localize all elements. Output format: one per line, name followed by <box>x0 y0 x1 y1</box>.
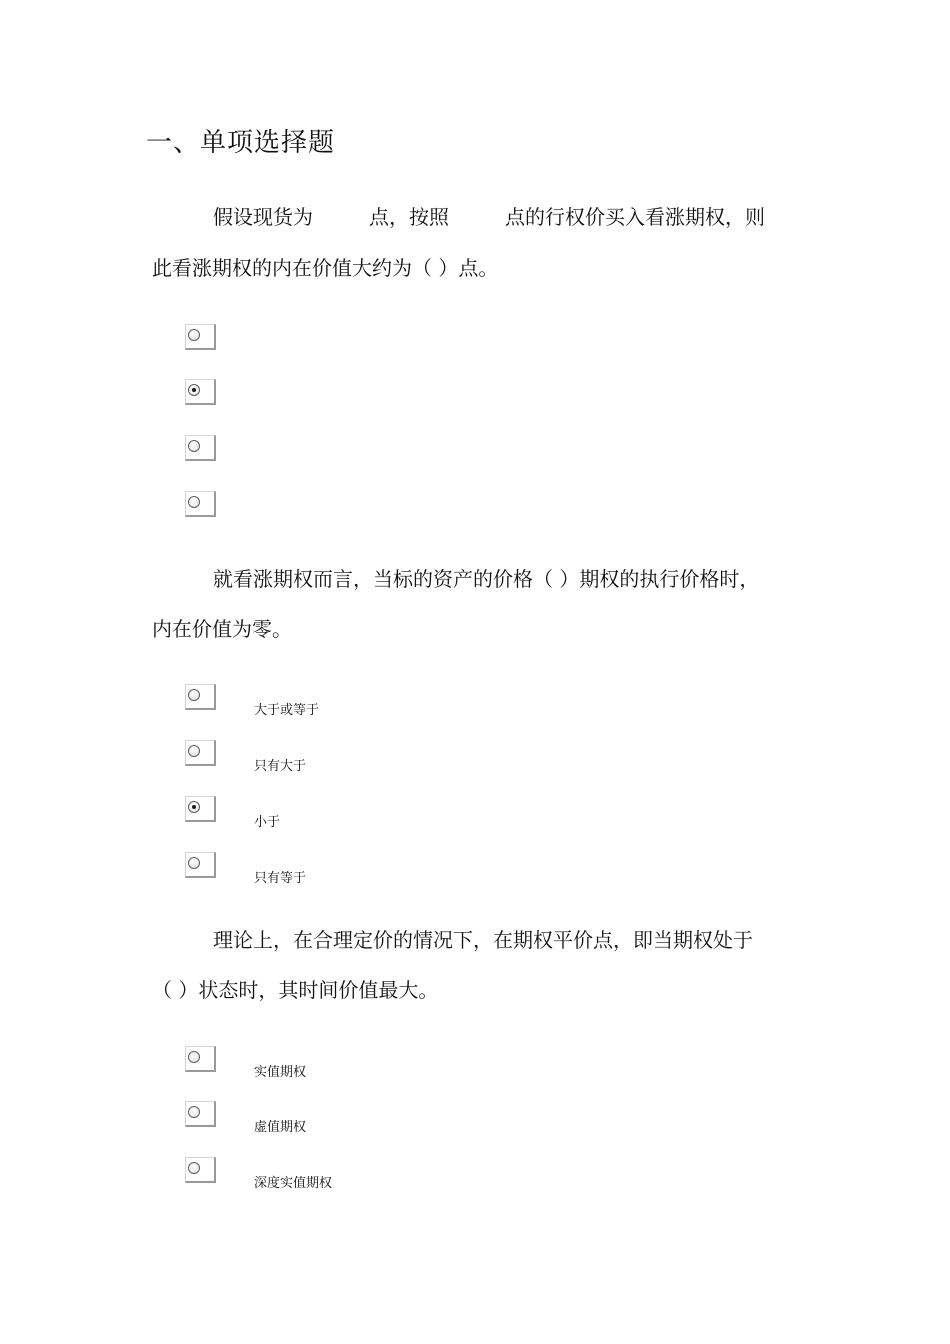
question-1-option-d[interactable] <box>185 491 216 517</box>
question-3-line-2: （ ）状态时，其时间价值最大。 <box>152 978 439 1002</box>
question-2-line-1: 就看涨期权而言，当标的资产的价格（ ）期权的执行价格时， <box>213 567 760 591</box>
question-3-option-a-label: 实值期权 <box>254 1065 307 1080</box>
question-1-line-2: 此看涨期权的内在价值大约为（ ）点。 <box>152 256 499 280</box>
question-3-option-b-label: 虚值期权 <box>254 1120 307 1135</box>
radio-icon[interactable] <box>188 329 200 341</box>
question-1-text-part-1: 假设现货为 <box>213 205 313 229</box>
radio-icon[interactable] <box>188 745 200 757</box>
question-3-line-1: 理论上，在合理定价的情况下，在期权平价点，即当期权处于 <box>213 928 753 952</box>
question-3-option-c[interactable] <box>185 1157 216 1183</box>
question-2-option-c-label: 小于 <box>254 815 281 830</box>
radio-icon[interactable] <box>188 1106 200 1118</box>
question-2-option-a-label: 大于或等于 <box>254 703 320 718</box>
question-2-option-c[interactable] <box>185 796 216 822</box>
question-1-text-part-2: 点，按照 <box>369 205 449 229</box>
question-1-text-part-3: 点的行权价买入看涨期权，则 <box>505 205 765 229</box>
question-2-option-d[interactable] <box>185 852 216 878</box>
question-3-option-a[interactable] <box>185 1046 216 1072</box>
question-3-option-c-label: 深度实值期权 <box>254 1176 333 1191</box>
radio-icon[interactable] <box>188 440 200 452</box>
question-2-option-b[interactable] <box>185 740 216 766</box>
question-1-option-a[interactable] <box>185 324 216 350</box>
radio-icon[interactable] <box>188 1051 200 1063</box>
radio-icon[interactable] <box>188 1162 200 1174</box>
section-title: 一、单项选择题 <box>146 128 336 158</box>
question-1-option-b[interactable] <box>185 379 216 405</box>
question-3-option-b[interactable] <box>185 1101 216 1127</box>
question-2-option-b-label: 只有大于 <box>254 759 307 774</box>
question-2-option-d-label: 只有等于 <box>254 871 307 886</box>
radio-checked-icon[interactable] <box>188 801 200 813</box>
radio-icon[interactable] <box>188 857 200 869</box>
radio-checked-icon[interactable] <box>188 384 200 396</box>
question-1-line-1 <box>213 201 765 230</box>
question-1-option-c[interactable] <box>185 435 216 461</box>
question-2-line-2: 内在价值为零。 <box>152 617 292 641</box>
radio-icon[interactable] <box>188 689 200 701</box>
radio-icon[interactable] <box>188 496 200 508</box>
question-2-option-a[interactable] <box>185 684 216 710</box>
